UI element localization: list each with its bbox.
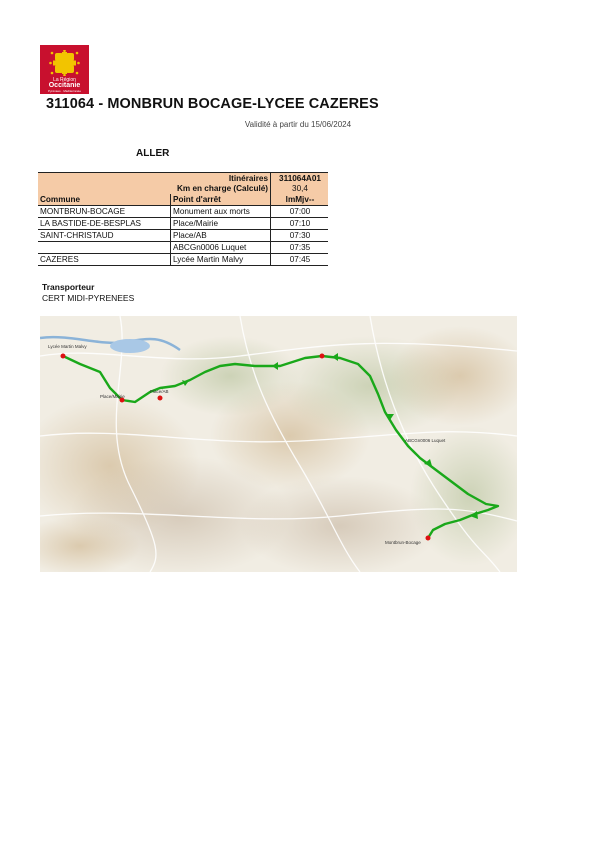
transporter-label: Transporteur [42, 282, 95, 292]
itinerary-value: 311064A01 [270, 173, 329, 184]
cell-time: 07:35 [270, 242, 329, 253]
map-label-end: Montbrun-Bocage [385, 540, 421, 545]
cell-time: 07:10 [270, 218, 329, 229]
validity-date: Validité à partir du 15/06/2024 [244, 120, 352, 129]
cell-stop: ABCGn0006 Luquet [170, 242, 271, 253]
schedule-table [38, 172, 328, 268]
table-row [38, 254, 328, 266]
logo-line3: Pyrénées · Méditerranée [47, 89, 82, 93]
cell-stop: Lycée Martin Malvy [170, 254, 271, 265]
cell-commune: CAZERES [40, 255, 79, 264]
itinerary-label: Itinéraires [228, 174, 268, 183]
lake [110, 339, 150, 353]
region-logo [40, 45, 89, 94]
page-title: 311064 - MONBRUN BOCAGE-LYCEE CAZERES [46, 96, 379, 112]
col-days: lmMjv-- [270, 194, 329, 205]
cell-stop: Place/AB [170, 230, 271, 241]
column-header-row [38, 194, 328, 206]
cell-stop: Monument aux morts [170, 206, 271, 217]
map-label-place: Place/AB [150, 389, 169, 394]
cell-commune: MONTBRUN-BOCAGE [40, 207, 126, 216]
km-row [38, 183, 328, 194]
table-row [38, 242, 328, 254]
cell-commune: SAINT-CHRISTAUD [40, 231, 114, 240]
table-row [38, 230, 328, 242]
table-row [38, 206, 328, 218]
logo-line2: Occitanie [48, 82, 81, 89]
map-label-start: Lycée Martin Malvy [48, 344, 87, 349]
route-map [40, 316, 517, 572]
cell-time: 07:30 [270, 230, 329, 241]
col-commune: Commune [40, 195, 81, 204]
occitan-cross-icon [49, 50, 80, 76]
cell-time: 07:00 [270, 206, 329, 217]
map-label-mairie: Place/Mairie [100, 394, 125, 399]
cell-stop: Place/Mairie [170, 218, 271, 229]
cell-commune [40, 242, 170, 253]
map-label-luquet: ABCGn0006 Luquet [405, 438, 446, 443]
transporter-name: CERT MIDI-PYRENEES [42, 293, 135, 303]
direction-label: ALLER [136, 148, 170, 159]
cell-commune: LA BASTIDE-DE-BESPLAS [40, 219, 142, 228]
km-label: Km en charge (Calculé) [177, 184, 268, 193]
km-value: 30,4 [270, 183, 329, 194]
cell-time: 07:45 [270, 254, 329, 265]
col-stop: Point d'arrêt [170, 194, 271, 205]
logo-line1: La Région [53, 77, 76, 83]
table-row [38, 218, 328, 230]
